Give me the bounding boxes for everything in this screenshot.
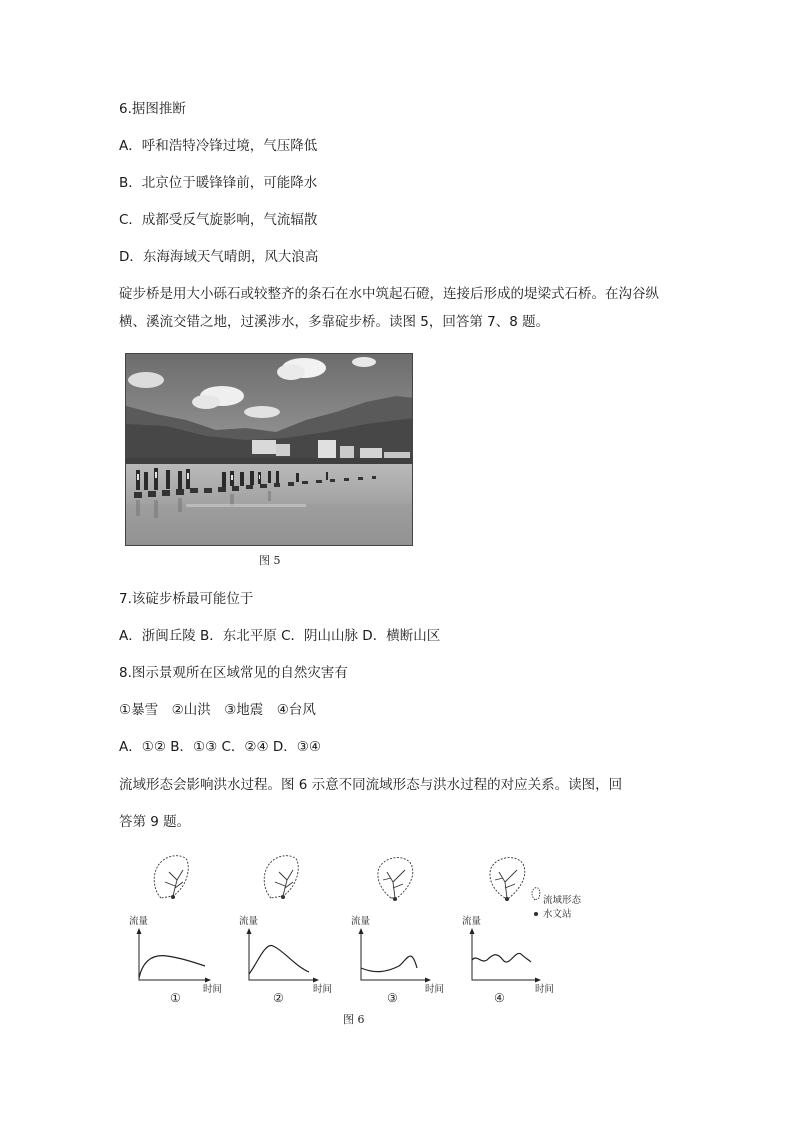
intro1-line2: 横、溪流交错之地，过溪涉水，多靠碇步桥。读图 5，回答第 7、8 题。	[119, 314, 550, 330]
intro1-line1: 碇步桥是用大小砾石或较整齐的条石在水中筑起石磴，连接后形成的堤梁式石桥。在沟谷纵	[119, 286, 659, 302]
legend-station-icon	[534, 912, 537, 915]
xlabel-3: 时间	[425, 984, 445, 995]
intro2-line1: 流域形态会影响洪水过程。图 6 示意不同流域形态与洪水过程的对应关系。读图，回	[119, 777, 623, 793]
basin-shape-1	[154, 856, 188, 899]
legend-station-label: 水文站	[543, 909, 572, 920]
fig5-caption: 图 5	[259, 554, 281, 567]
axes-3	[361, 932, 427, 980]
panel-label-2: ②	[273, 991, 284, 1005]
panel-label-3: ③	[387, 991, 398, 1005]
q8-items: ①暴雪 ②山洪 ③地震 ④台风	[119, 702, 316, 718]
legend	[532, 888, 540, 916]
hydrograph-4	[472, 953, 531, 962]
basin-shape-2	[264, 856, 298, 899]
ylabel-1: 流量	[129, 916, 149, 927]
panel-label-4: ④	[494, 991, 505, 1005]
axes-2	[249, 932, 315, 980]
hydrograph-2	[249, 946, 309, 974]
basin-shape-3	[378, 858, 413, 901]
axes-4	[472, 932, 537, 980]
xlabel-4: 时间	[535, 984, 555, 995]
q6-option-a: A．呼和浩特冷锋过境，气压降低	[119, 138, 318, 154]
q7-stem: 7.该碇步桥最可能位于	[119, 591, 254, 607]
q7-options: A．浙闽丘陵 B．东北平原 C．阴山山脉 D．横断山区	[119, 628, 441, 644]
hydrograph-3	[361, 956, 417, 972]
panel-label-1: ①	[170, 991, 181, 1005]
stepping-stone-bridge-photo	[125, 353, 413, 546]
fig6-caption: 图 6	[343, 1013, 365, 1026]
xlabel-1: 时间	[203, 984, 223, 995]
intro2-line2: 答第 9 题。	[119, 814, 191, 830]
basin-shape-4	[490, 858, 525, 901]
xlabel-2: 时间	[313, 984, 333, 995]
q6-option-d: D．东海海域天气晴朗，风大浪高	[119, 249, 319, 265]
q8-options: A．①② B．①③ C．②④ D．③④	[119, 739, 322, 755]
q8-stem: 8.图示景观所在区域常见的自然灾害有	[119, 665, 348, 681]
axes-1	[139, 932, 207, 980]
legend-basin-label: 流域形态	[543, 895, 582, 906]
legend-basin-icon	[532, 888, 540, 900]
q6-option-b: B．北京位于暖锋锋前，可能降水	[119, 175, 318, 191]
q6-option-c: C．成都受反气旋影响，气流辐散	[119, 212, 318, 228]
q6-stem: 6.据图推断	[119, 101, 186, 117]
figure-6-flood-hydrographs	[125, 850, 595, 1025]
ylabel-3: 流量	[351, 916, 371, 927]
ylabel-4: 流量	[462, 916, 482, 927]
ylabel-2: 流量	[239, 916, 259, 927]
hydrograph-1	[139, 956, 205, 978]
